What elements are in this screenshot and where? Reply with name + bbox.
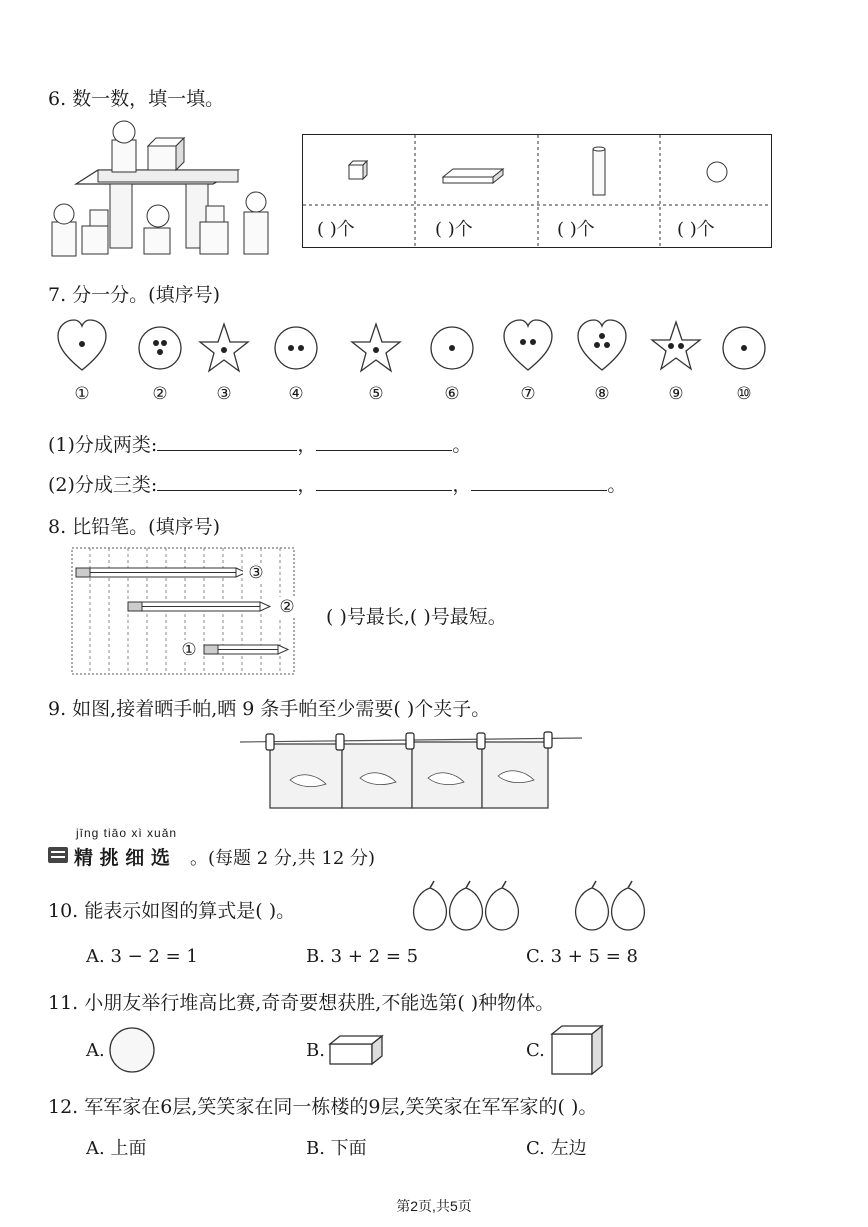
- q6-count-1[interactable]: ( )个: [317, 219, 355, 240]
- q11-option-b[interactable]: B.: [306, 1040, 325, 1061]
- q11-option-c[interactable]: C.: [526, 1040, 545, 1061]
- q7-label-7: ⑦: [520, 384, 536, 404]
- section-pinyin: jīng tiāo xì xuǎn: [76, 826, 178, 840]
- circle-shape-10: [723, 327, 765, 369]
- section-icon: [48, 847, 68, 863]
- cuboid-icon: [443, 169, 503, 183]
- section-note: 。(每题 2 分,共 12 分): [190, 848, 376, 869]
- q6-count-table: [302, 134, 772, 248]
- star-shape-3: [200, 324, 248, 371]
- q7-part2-blank-c[interactable]: [471, 472, 607, 491]
- heart-shape-7: [504, 320, 552, 370]
- page-footer: 第2页,共5页: [396, 1198, 472, 1214]
- q7-part2-label: (2)分成三类:: [48, 474, 158, 496]
- period: 。: [607, 474, 627, 496]
- q7-label-9: ⑨: [668, 384, 684, 404]
- star-shape-9: [652, 322, 700, 369]
- circle-shape-6: [431, 327, 473, 369]
- period: 。: [452, 434, 472, 456]
- heart-shape-8: [578, 320, 626, 370]
- q6-count-4[interactable]: ( )个: [677, 219, 715, 240]
- circle-shape-4: [275, 327, 317, 369]
- pencil-label-3: ③: [243, 563, 269, 583]
- cuboid-icon: [328, 1034, 384, 1068]
- q7-label-10: ⑩: [736, 384, 752, 404]
- separator: ，: [297, 474, 317, 496]
- q11-option-a[interactable]: A.: [86, 1040, 105, 1061]
- q12-option-b[interactable]: B. 下面: [306, 1138, 367, 1159]
- q7-part2-blank-a[interactable]: [157, 472, 297, 491]
- q10-option-b[interactable]: B. 3 + 2 = 5: [306, 946, 419, 967]
- sphere-icon: [707, 162, 727, 182]
- sphere-icon: [108, 1026, 158, 1076]
- q11-title: 11. 小朋友举行堆高比赛,奇奇要想获胜,不能选第( )种物体。: [48, 992, 555, 1014]
- q7-part2-line: [48, 470, 626, 497]
- separator: ，: [297, 434, 317, 456]
- pencil-1: [204, 645, 288, 654]
- q7-part1-blank-b[interactable]: [316, 432, 452, 451]
- q7-part1-label: (1)分成两类:: [48, 434, 158, 456]
- q7-shapes: [56, 318, 776, 378]
- q10-pears-picture: [410, 880, 650, 932]
- star-shape-5: [352, 324, 400, 371]
- q8-title: 8. 比铅笔。(填序号): [48, 516, 220, 538]
- circle-shape-2: [139, 327, 181, 369]
- q7-part1-line: [48, 430, 471, 457]
- q7-part1-blank-a[interactable]: [157, 432, 297, 451]
- q7-title: 7. 分一分。(填序号): [48, 284, 220, 306]
- q8-answer[interactable]: ( )号最长,( )号最短。: [326, 606, 507, 628]
- q7-part2-blank-b[interactable]: [316, 472, 452, 491]
- q9-handkerchief-picture: [240, 730, 584, 812]
- q12-option-c[interactable]: C. 左边: [526, 1138, 587, 1159]
- q9-title: 9. 如图,接着晒手帕,晒 9 条手帕至少需要( )个夹子。: [48, 698, 491, 720]
- separator: ，: [452, 474, 472, 496]
- heart-shape-1: [58, 320, 106, 370]
- pencil-3: [76, 568, 246, 577]
- q7-label-2: ②: [152, 384, 168, 404]
- q12-title: 12. 军军家在6层,笑笑家在同一栋楼的9层,笑笑家在军军家的( )。: [48, 1096, 598, 1118]
- q10-option-c[interactable]: C. 3 + 5 = 8: [526, 946, 638, 967]
- pencil-label-1: ①: [176, 640, 202, 660]
- q10-option-a[interactable]: A. 3 − 2 = 1: [86, 946, 198, 967]
- q6-title: 6. 数一数，填一填。: [48, 88, 225, 110]
- q10-title: 10. 能表示如图的算式是( )。: [48, 900, 296, 922]
- section-title: 精 挑 细 选: [74, 847, 170, 869]
- q7-label-4: ④: [288, 384, 304, 404]
- cube-icon: [550, 1024, 606, 1076]
- q12-option-a[interactable]: A. 上面: [86, 1138, 147, 1159]
- q6-block-picture: [48, 118, 288, 258]
- q7-label-3: ③: [216, 384, 232, 404]
- q6-count-2[interactable]: ( )个: [435, 219, 473, 240]
- q6-count-3[interactable]: ( )个: [557, 219, 595, 240]
- q7-label-8: ⑧: [594, 384, 610, 404]
- pencil-label-2: ②: [274, 597, 300, 617]
- cube-icon: [349, 161, 367, 179]
- cylinder-icon: [593, 147, 605, 195]
- q7-label-1: ①: [74, 384, 90, 404]
- q7-label-5: ⑤: [368, 384, 384, 404]
- q7-label-6: ⑥: [444, 384, 460, 404]
- pencil-2: [128, 602, 270, 611]
